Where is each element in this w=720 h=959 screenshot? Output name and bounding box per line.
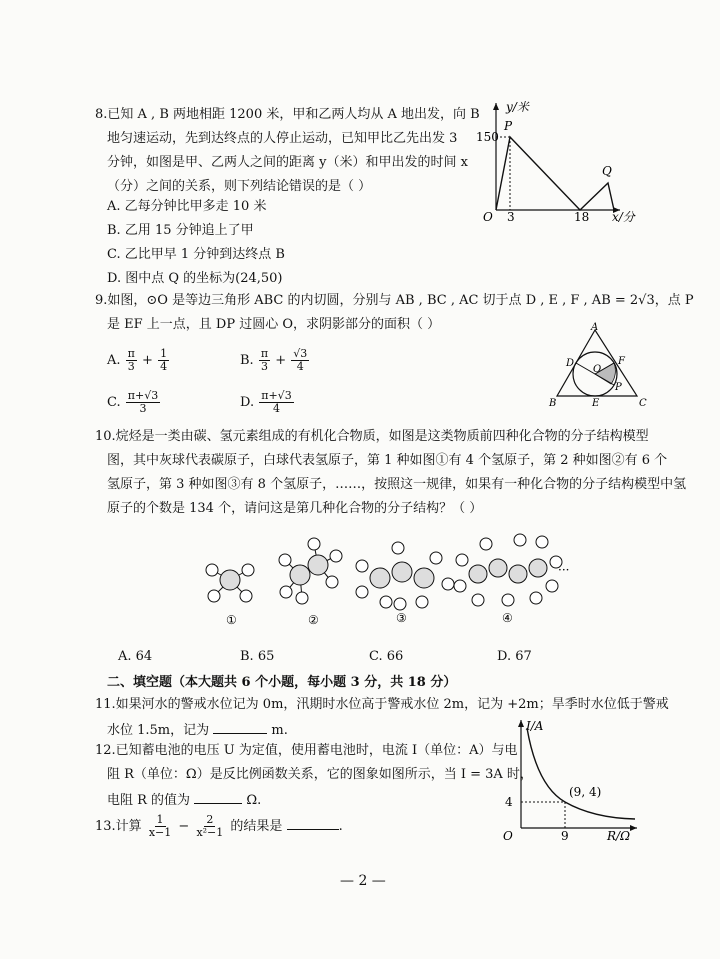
- q9-option-a: [107, 348, 170, 373]
- label-e: E: [592, 398, 600, 407]
- x-axis-label: x/分: [612, 210, 635, 224]
- label-a: A: [591, 322, 599, 333]
- q8-line-1: 8.已知 A , B 两地相距 1200 米，甲和乙两人均从 A 地出发，向 B: [95, 107, 480, 122]
- option-label: A.: [107, 353, 121, 368]
- point-p-label: P: [504, 119, 513, 133]
- x-axis-label: R/Ω: [607, 829, 631, 843]
- q12-line-3: [107, 790, 261, 810]
- label-o: O: [593, 364, 602, 375]
- frac-den: 4: [272, 402, 280, 415]
- q12-unit: Ω.: [246, 793, 262, 808]
- inverse-curve: [527, 728, 635, 819]
- q10-option-c: C. 66: [369, 649, 404, 664]
- q12-text: 电阻 R 的值为: [107, 793, 191, 808]
- q8-option-d: D. 图中点 Q 的坐标为(24,50): [107, 271, 283, 286]
- y-axis-arrow: [518, 720, 524, 727]
- q8-distance-graph: [470, 95, 660, 230]
- q13-answer-blank: [287, 816, 339, 830]
- y-tick-4: 4: [505, 795, 513, 809]
- y-tick-150: 150: [476, 130, 499, 144]
- origin-label: O: [503, 829, 513, 843]
- q8-line-3: 分钟，如图是甲、乙两人之间的距离 y（米）和甲出发的时间 x: [107, 155, 468, 170]
- frac-den: x−1: [148, 826, 172, 839]
- q13-line: 13.计算 $\frac{1}{x-1}$ − $\frac{2}{\text{x²−1}}$ 的结果是 .: [95, 813, 343, 839]
- q11-answer-blank: [213, 720, 267, 734]
- frac-num: 1: [156, 813, 164, 826]
- frac-den: 3: [127, 360, 135, 373]
- q9-triangle-figure: [545, 322, 650, 407]
- molecule-label-2: ②: [308, 613, 319, 627]
- frac-num: 2: [206, 813, 214, 826]
- x-tick-3: 3: [507, 210, 515, 224]
- distance-polyline: [496, 137, 614, 210]
- label-b: B: [549, 398, 557, 407]
- q12-line-2: 阻 R（单位：Ω）是反比例函数关系，它的图象如图所示，当 I = 3A 时，: [107, 767, 533, 782]
- frac-den: x²−1: [196, 826, 224, 839]
- q12-line-1: 12.已知蓄电池的电压 U 为定值，使用蓄电池时，电流 I（单位：A）与电: [95, 743, 518, 758]
- q10-line-1: 10.烷烃是一类由碳、氢元素组成的有机化合物质，如图是这类物质前四种化合物的分子结构模型: [95, 429, 649, 444]
- molecule-ellipsis: ···: [558, 563, 570, 577]
- option-label: D.: [240, 395, 255, 410]
- page-number: — 2 —: [340, 873, 386, 889]
- molecule-4: [454, 534, 562, 606]
- q8-line-2: 地匀速运动，先到达终点的人停止运动，已知甲比乙先出发 3: [107, 131, 458, 146]
- minus-sign: −: [178, 819, 190, 834]
- q9-option-d: [240, 390, 295, 415]
- q12-answer-blank: [194, 790, 242, 804]
- y-axis-arrow: [493, 103, 499, 110]
- frac-num: 1: [160, 347, 168, 360]
- q10-option-d: D. 67: [497, 649, 532, 664]
- x-tick-9: 9: [561, 829, 569, 843]
- q10-line-2: 图，其中灰球代表碳原子，白球代表氢原子，第 1 种如图①有 4 个氢原子，第 2 种如图②有 6 个: [107, 453, 668, 468]
- point-q-label: Q: [602, 164, 612, 178]
- molecule-3: [356, 542, 454, 610]
- q11-line-1: 11.如果河水的警戒水位记为 0m，汛期时水位高于警戒水位 2m，记为 +2m；旱季时水位低于警戒: [95, 697, 669, 712]
- x-tick-18: 18: [574, 210, 590, 224]
- q8-option-b: B. 乙用 15 分钟追上了甲: [107, 223, 254, 238]
- point-label: (9, 4): [569, 785, 602, 799]
- q10-option-b: B. 65: [240, 649, 275, 664]
- q11-line-2: [107, 720, 288, 740]
- frac-den: 3: [139, 402, 147, 415]
- option-label: C.: [107, 395, 121, 410]
- molecule-2: [279, 538, 342, 604]
- molecule-label-4: ④: [502, 611, 513, 625]
- label-c: C: [639, 398, 647, 407]
- q12-inverse-graph: [497, 716, 647, 844]
- q13-suffix: 的结果是: [230, 819, 283, 834]
- x-axis-arrow: [630, 825, 637, 831]
- q10-molecule-figures: [190, 530, 580, 630]
- frac-num: π: [127, 347, 135, 360]
- frac-den: 4: [296, 360, 304, 373]
- frac-num: π: [260, 347, 269, 360]
- q8-option-a: A. 乙每分钟比甲多走 10 米: [107, 199, 267, 214]
- frac-den: 4: [160, 360, 168, 373]
- q10-option-a: A. 64: [118, 649, 153, 664]
- plus-sign: +: [275, 353, 287, 368]
- molecule-label-1: ①: [226, 613, 237, 627]
- frac-den: 3: [260, 360, 268, 373]
- option-label: B.: [240, 353, 254, 368]
- label-f: F: [618, 356, 625, 367]
- q10-line-3: 氢原子，第 3 种如图③有 8 个氢原子，……，按照这一规律，如果有一种化合物的分子结构模型中氢: [107, 477, 687, 492]
- q11-text: 水位 1.5m，记为: [107, 723, 210, 738]
- plus-sign: +: [142, 353, 153, 368]
- q9-line-1: 9.如图，⊙O 是等边三角形 ABC 的内切圆，分别与 AB , BC , AC 切于点 D , E , F , AB = 2√3，点 P: [95, 293, 694, 308]
- label-p: P: [615, 382, 622, 393]
- q11-unit: m.: [271, 723, 288, 738]
- q9-option-c: [107, 390, 161, 415]
- molecule-1: [206, 564, 254, 602]
- frac-num: π+√3: [127, 389, 159, 402]
- section-title: 二、填空题（本大题共 6 个小题，每小题 3 分，共 18 分）: [107, 675, 457, 690]
- q10-line-4: 原子的个数是 134 个，请问这是第几种化合物的分子结构？（ ）: [107, 501, 483, 516]
- y-axis-label: I/A: [526, 719, 544, 733]
- q9-option-b: [240, 348, 310, 373]
- origin-label: O: [483, 210, 493, 224]
- q13-prefix: 13.计算: [95, 819, 142, 834]
- label-d: D: [566, 358, 575, 369]
- frac-num: √3: [293, 347, 308, 360]
- q9-line-2: 是 EF 上一点，且 DP 过圆心 O，求阴影部分的面积（ ）: [107, 317, 441, 332]
- q8-option-c: C. 乙比甲早 1 分钟到达终点 B: [107, 247, 285, 262]
- molecule-label-3: ③: [396, 611, 407, 625]
- frac-num: π+√3: [261, 389, 292, 402]
- q8-line-4: （分）之间的关系，则下列结论错误的是（ ）: [107, 179, 372, 194]
- y-axis-label: y/米: [506, 100, 529, 114]
